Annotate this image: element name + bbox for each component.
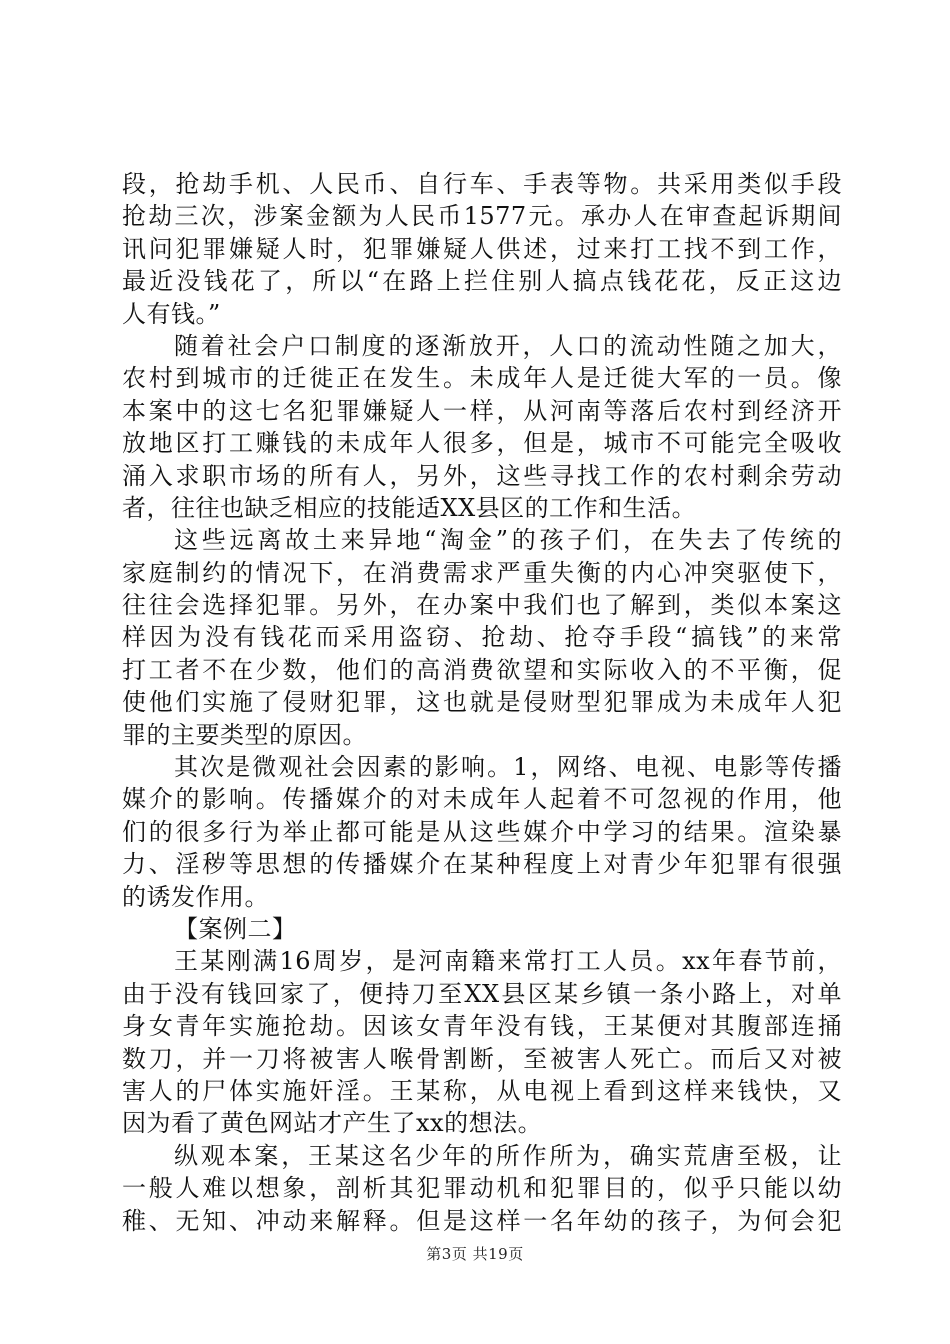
text-line: 媒介的影响。传播媒介的对未成年人起着不可忽视的作用，他 <box>122 785 842 814</box>
text-line: 涌入求职市场的所有人，另外，这些寻找工作的农村剩余劳动 <box>122 461 842 490</box>
text-line: 打工者不在少数，他们的高消费欲望和实际收入的不平衡，促 <box>122 655 842 684</box>
text-line: 其次是微观社会因素的影响。1，网络、电视、电影等传播 <box>174 753 842 782</box>
text-line: 的诱发作用。 <box>122 882 269 911</box>
text-line: 因为看了黄色网站才产生了xx的想法。 <box>122 1109 543 1138</box>
text-line: 【案例二】 <box>174 914 297 943</box>
page-footer: 第3页 共19页 <box>426 1245 524 1263</box>
text-line: 们的很多行为举止都可能是从这些媒介中学习的结果。渲染暴 <box>122 817 842 846</box>
text-line: 农村到城市的迁徙正在发生。未成年人是迁徙大军的一员。像 <box>122 364 842 393</box>
text-line: 由于没有钱回家了，便持刀至XX县区某乡镇一条小路上，对单 <box>122 979 842 1008</box>
document-body <box>122 168 842 1237</box>
text-line: 者，往往也缺乏相应的技能适XX县区的工作和生活。 <box>122 493 697 522</box>
text-line: 往往会选择犯罪。另外，在办案中我们也了解到，类似本案这 <box>122 591 842 620</box>
text-line: 本案中的这七名犯罪嫌疑人一样，从河南等落后农村到经济开 <box>122 396 842 425</box>
text-line: 这些远离故土来异地“淘金”的孩子们，在失去了传统的 <box>174 526 842 555</box>
text-line: 害人的尸体实施奸淫。王某称，从电视上看到这样来钱快，又 <box>122 1076 842 1105</box>
text-line: 讯问犯罪嫌疑人时，犯罪嫌疑人供述，过来打工找不到工作， <box>122 234 842 263</box>
text-line: 样因为没有钱花而采用盗窃、抢劫、抢夺手段“搞钱”的来常 <box>122 623 842 652</box>
text-line: 人有钱。” <box>122 299 221 328</box>
text-line: 使他们实施了侵财犯罪，这也就是侵财型犯罪成为未成年人犯 <box>122 688 842 717</box>
text-line: 力、淫秽等思想的传播媒介在某种程度上对青少年犯罪有很强 <box>122 850 842 879</box>
text-line: 家庭制约的情况下，在消费需求严重失衡的内心冲突驱使下， <box>122 558 842 587</box>
text-line: 稚、无知、冲动来解释。但是这样一名年幼的孩子，为何会犯 <box>122 1206 842 1235</box>
text-line: 段，抢劫手机、人民币、自行车、手表等物。共采用类似手段 <box>122 170 842 198</box>
text-line: 罪的主要类型的原因。 <box>122 720 367 749</box>
text-line: 数刀，并一刀将被害人喉骨割断，至被害人死亡。而后又对被 <box>122 1044 842 1073</box>
text-line: 王某刚满16周岁，是河南籍来常打工人员。xx年春节前， <box>174 947 842 976</box>
text-line: 身女青年实施抢劫。因该女青年没有钱，王某便对其腹部连捅 <box>122 1012 842 1041</box>
text-line: 随着社会户口制度的逐渐放开，人口的流动性随之加大， <box>174 331 842 360</box>
text-line: 最近没钱花了，所以“在路上拦住别人搞点钱花花，反正这边 <box>122 267 842 296</box>
text-line: 一般人难以想象，剖析其犯罪动机和犯罪目的，似乎只能以幼 <box>122 1174 842 1203</box>
text-line: 放地区打工赚钱的未成年人很多，但是，城市不可能完全吸收 <box>122 429 842 458</box>
text-line: 抢劫三次，涉案金额为人民币1577元。承办人在审查起诉期间 <box>122 202 842 231</box>
text-line: 纵观本案，王某这名少年的所作所为，确实荒唐至极，让 <box>174 1141 842 1170</box>
